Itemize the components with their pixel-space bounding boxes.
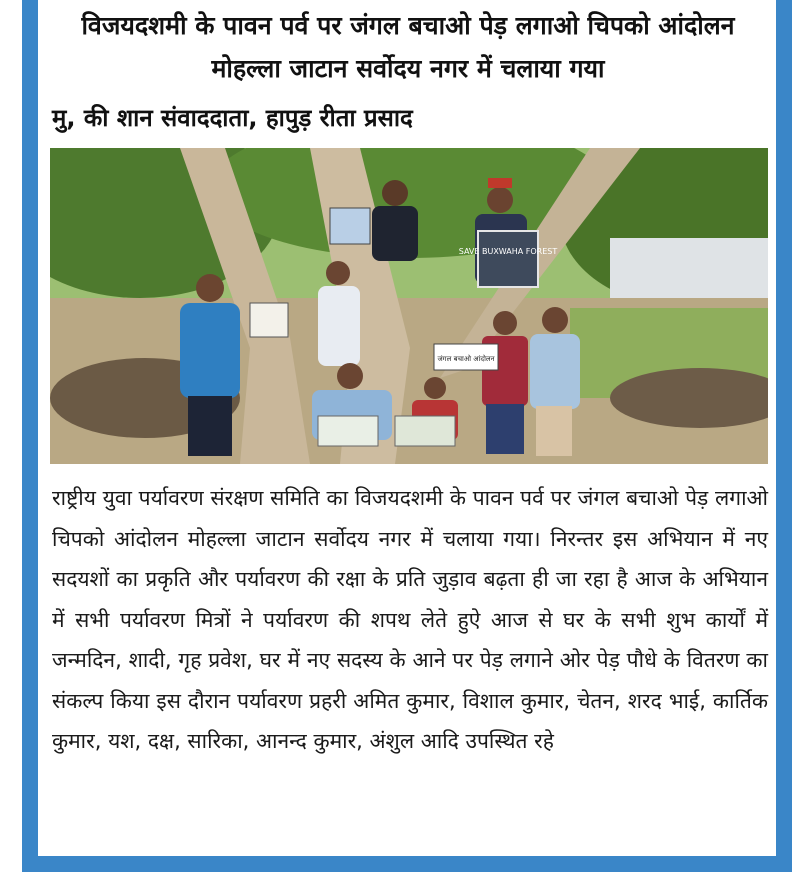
byline: मु, की शान संवाददाता, हापुड़ रीता प्रसाद xyxy=(52,104,413,132)
placard-tree-drawing xyxy=(250,303,288,337)
placard-save-forest-text: SAVE BUXWAHA FOREST xyxy=(458,247,558,256)
right-blue-border xyxy=(776,0,792,872)
placard-jangal-bachao-text: जंगल बचाओ आंदोलन xyxy=(437,355,495,363)
article-body: राष्ट्रीय युवा पर्यावरण संरक्षण समिति का विजयदशमी के पावन पर्व पर जंगल बचाओ पेड़ लगाओ चिपको आंदोलन मोहल्ला जाटान सर्वोदय नगर में चलाया गया। निरन्तर इस अभियान में नए सदयशों का प्रकृति और पर्यावरण की रक्षा के प्रति जुड़ाव बढ़ता ही जा रहा है आज के अभियान में सभी पर्यावरण मित्रों ने पर्यावरण की शपथ लेते हुऐ आज से घर के सभी शुभ कार्यों में जन्मदिन, शादी, गृह प्रवेश, घर में नए सदस्य के आने पर पेड़ लगाने ओर पेड़ पौधे के वितरण का संकल्प किया इस दौरान पर्यावरण प्रहरी अमित कुमार, विशाल कुमार, चेतन, शरद भाई, कार्तिक कुमार, यश, दक्ष, सारिका, आनन्द कुमार, अंशुल आदि उपस्थित रहे xyxy=(52,486,768,753)
background-building xyxy=(610,238,768,298)
bottom-blue-border xyxy=(22,856,792,872)
placard-front-right xyxy=(395,416,455,446)
headline: विजयदशमी के पावन पर्व पर जंगल बचाओ पेड़ लगाओ चिपको आंदोलन मोहल्ला जाटान सर्वोदय नगर में चलाया गया xyxy=(81,11,735,83)
photo-illustration xyxy=(50,148,768,464)
placard-jangal-bachao xyxy=(434,344,498,370)
placard-on-trunk xyxy=(330,208,370,244)
news-photo xyxy=(50,148,768,464)
placard-front-left xyxy=(318,416,378,446)
left-blue-border xyxy=(22,0,38,872)
